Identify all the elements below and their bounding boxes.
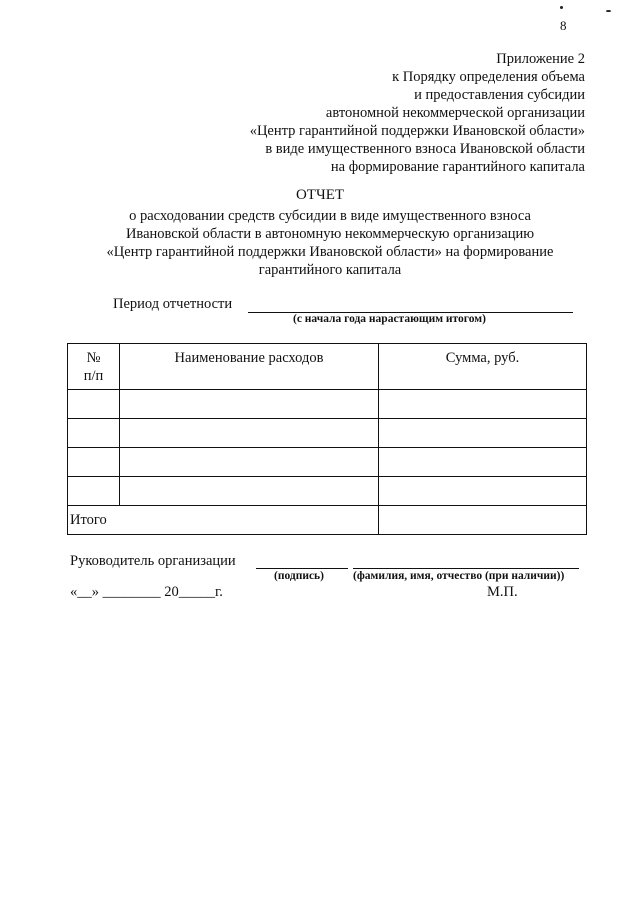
table-cell[interactable] <box>120 419 379 448</box>
full-name-hint: (фамилия, имя, отчество (при наличии)) <box>353 570 565 582</box>
table-row <box>68 477 587 506</box>
date-field[interactable]: «__» ________ 20_____г. <box>70 584 223 600</box>
appendix-line: автономной некоммерческой организации <box>325 105 585 121</box>
table-header-row <box>68 344 587 390</box>
total-label: Итого <box>68 506 379 535</box>
subtitle-line: Ивановской области в автономную некоммерческую организацию <box>125 226 535 242</box>
table-cell[interactable] <box>120 477 379 506</box>
table-total-row <box>68 506 587 535</box>
expenses-table <box>67 343 587 535</box>
col-header-number <box>68 344 120 390</box>
table-cell[interactable] <box>120 448 379 477</box>
page-number: 8 <box>560 18 567 33</box>
table-cell[interactable] <box>379 477 587 506</box>
signature-line[interactable] <box>256 568 348 569</box>
seal-placeholder: М.П. <box>487 584 518 600</box>
appendix-line: к Порядку определения объема <box>392 69 585 85</box>
full-name-line[interactable] <box>353 568 579 569</box>
table-row <box>68 448 587 477</box>
period-label: Период отчетности <box>113 296 233 312</box>
table-cell[interactable] <box>379 448 587 477</box>
scan-speck <box>560 6 563 9</box>
appendix-line: Приложение 2 <box>496 51 585 67</box>
report-subtitle <box>70 207 590 279</box>
table-cell[interactable] <box>379 390 587 419</box>
total-sum-cell[interactable] <box>379 506 587 535</box>
subtitle-line: о расходовании средств субсидии в виде имущественного взноса <box>129 208 531 224</box>
signature-hint: (подпись) <box>274 570 324 582</box>
subtitle-line: «Центр гарантийной поддержки Ивановской области» на формирование <box>106 244 554 260</box>
head-of-organization-label: Руководитель организации <box>70 553 236 569</box>
appendix-line: и предоставления субсидии <box>414 87 585 103</box>
period-hint: (с начала года нарастающим итогом) <box>293 313 486 325</box>
appendix-line: в виде имущественного взноса Ивановской области <box>265 141 585 157</box>
col-header-name: Наименование расходов <box>120 344 379 390</box>
subtitle-line: гарантийного капитала <box>258 262 402 278</box>
table-cell[interactable] <box>68 419 120 448</box>
appendix-block <box>165 50 585 176</box>
table-cell[interactable] <box>68 477 120 506</box>
appendix-line: на формирование гарантийного капитала <box>330 159 585 175</box>
report-title: ОТЧЕТ <box>295 187 345 203</box>
col-number-line: п/п <box>83 368 104 384</box>
table-cell[interactable] <box>120 390 379 419</box>
col-header-sum: Сумма, руб. <box>379 344 587 390</box>
table-cell[interactable] <box>379 419 587 448</box>
table-row <box>68 419 587 448</box>
col-number-line: № <box>86 350 101 366</box>
table-cell[interactable] <box>68 390 120 419</box>
table-cell[interactable] <box>68 448 120 477</box>
scan-speck <box>606 10 611 12</box>
table-row <box>68 390 587 419</box>
appendix-line: «Центр гарантийной поддержки Ивановской области» <box>249 123 585 139</box>
